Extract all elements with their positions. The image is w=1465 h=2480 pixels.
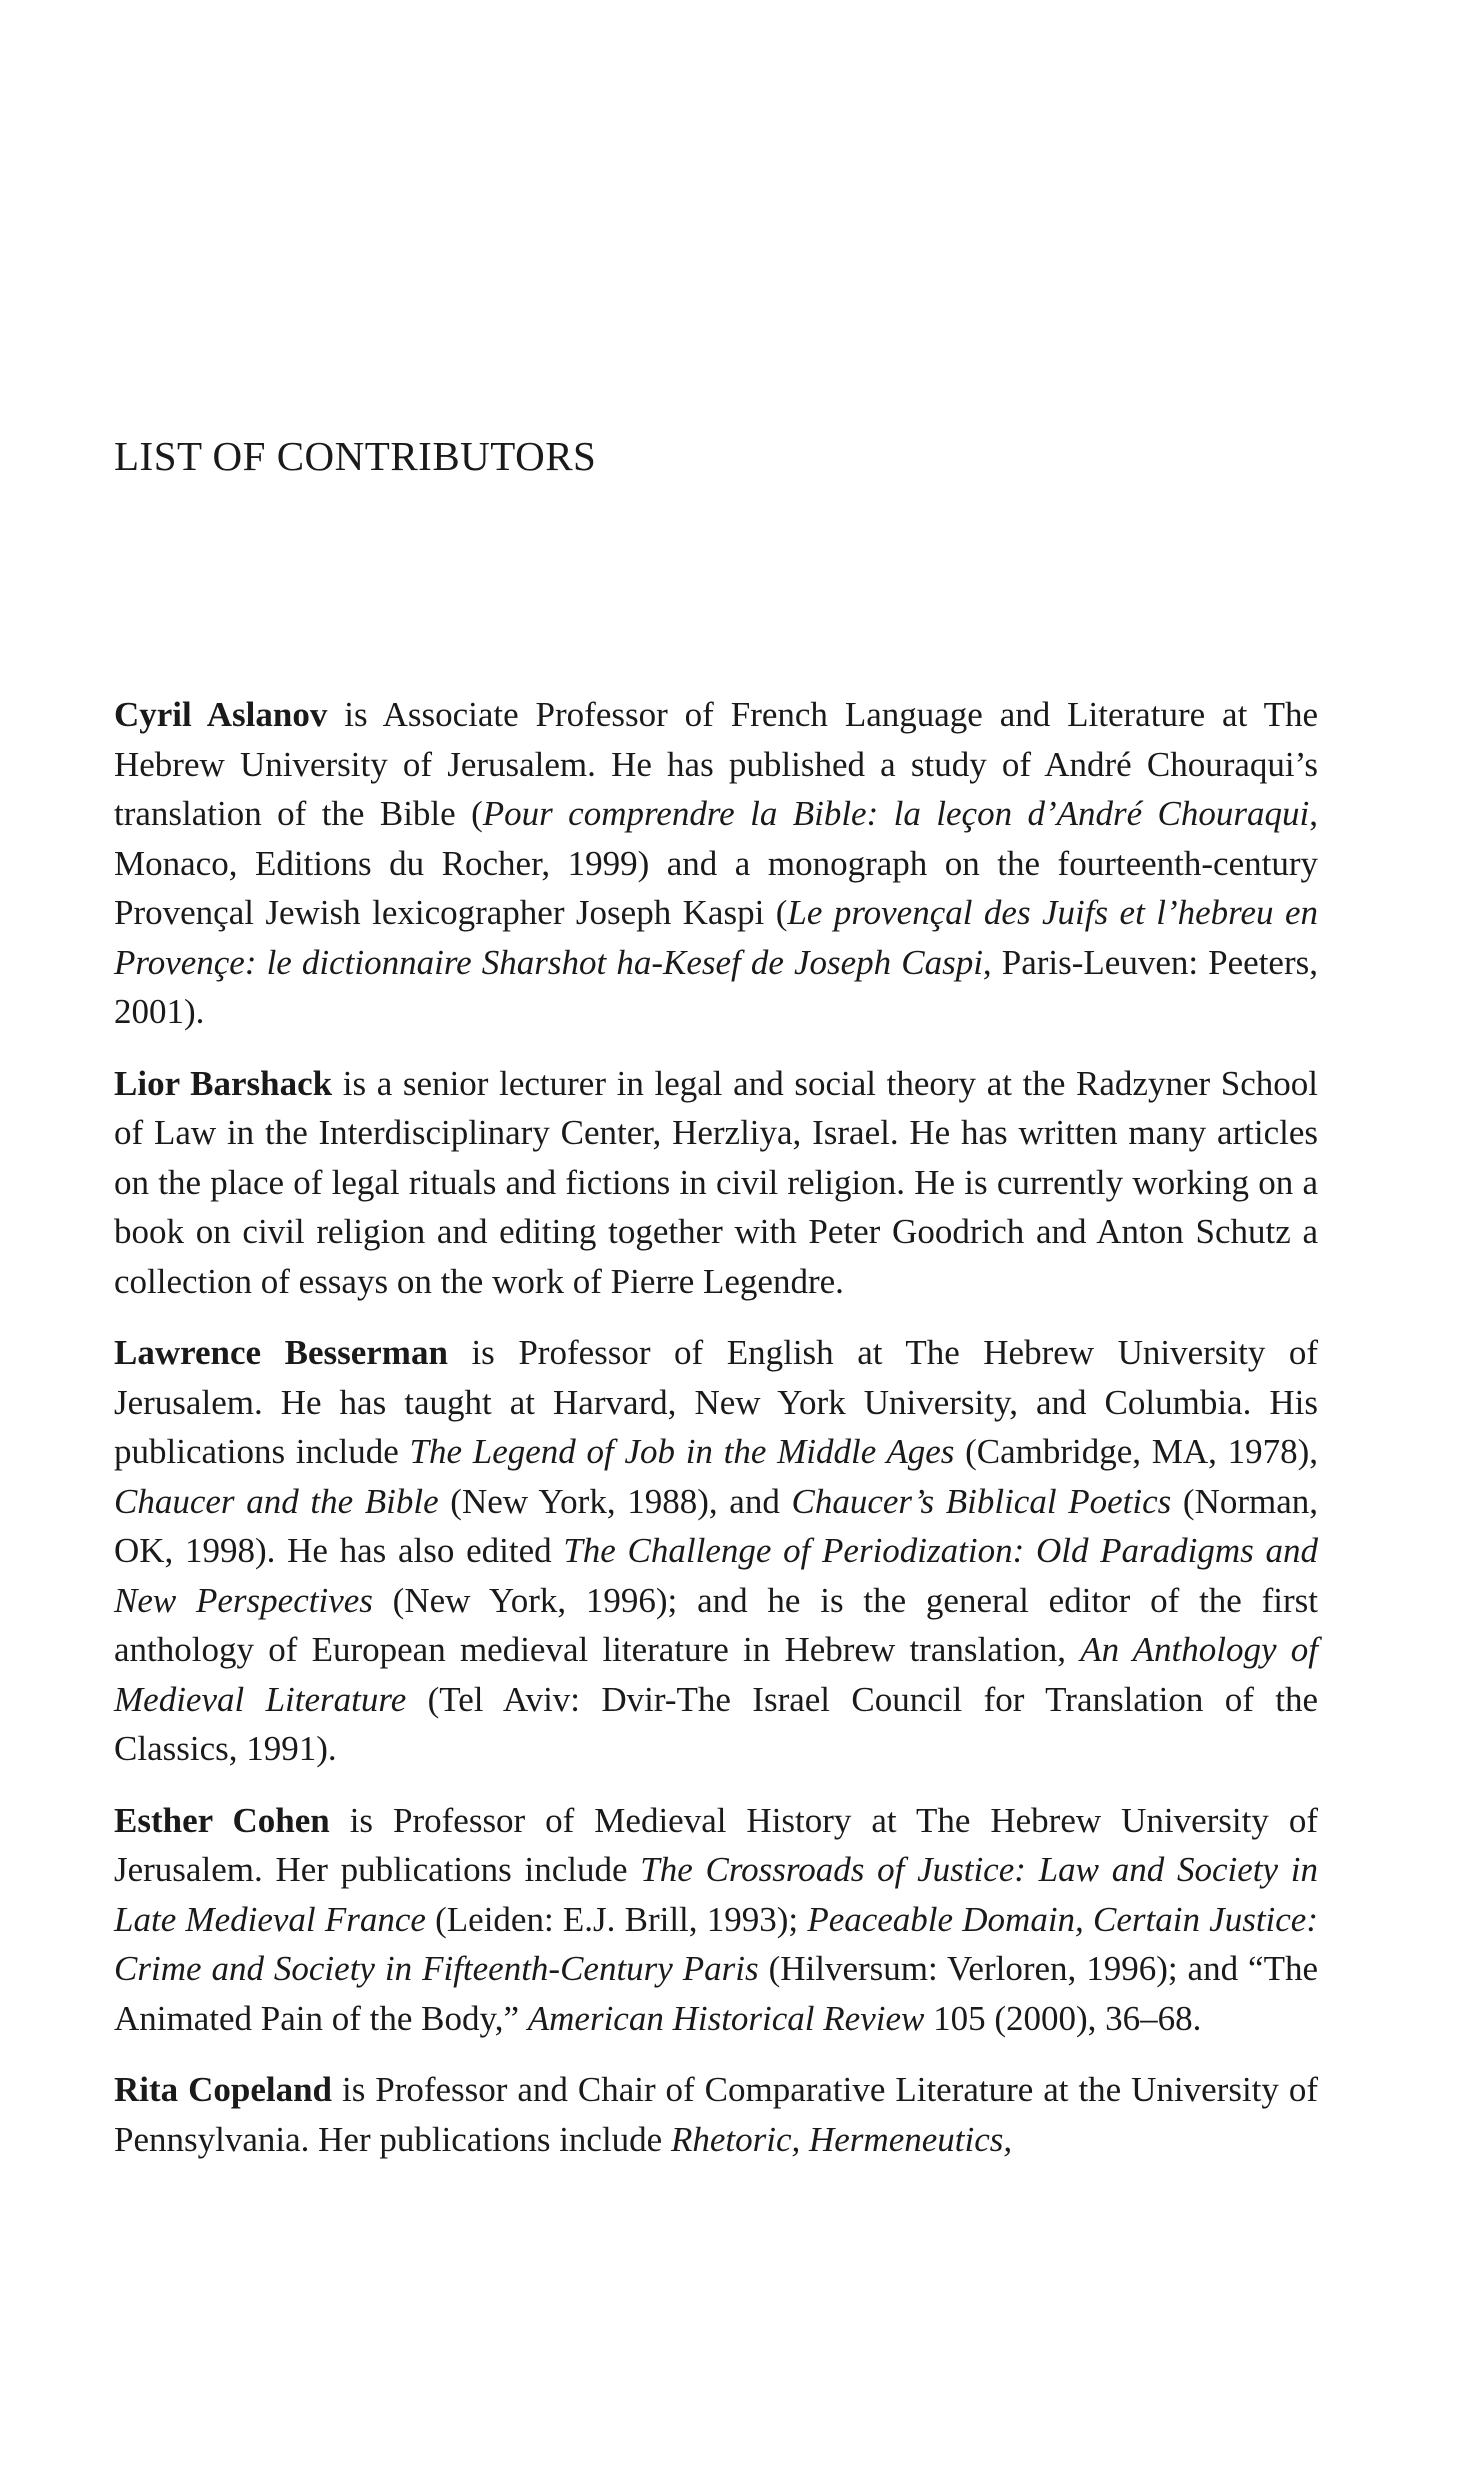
bio-text: is Professor of Medieval History at The Hebrew University of Jerusalem. Her publications include bbox=[114, 1800, 1318, 1889]
work-title: The Challenge of Periodization: Old Paradigms and New Perspectives bbox=[114, 1531, 1318, 1620]
contributor-name: Lawrence Besserman bbox=[114, 1333, 448, 1372]
bio-text: is a senior lecturer in legal and social theory at the Radzyner School of Law in the Interdisciplinary Center, Herzliya, Israel. He has written many articles on the place of legal rituals and fictions in civil religion. He is currently working on a book on civil religion and editing together with Peter Goodrich and Anton Schutz a collection of essays on the work of Pierre Legendre. bbox=[114, 1063, 1319, 1301]
work-title: The Crossroads of Justice: Law and Society in Late Medieval France bbox=[114, 1850, 1318, 1939]
contributor-entry bbox=[114, 1328, 1318, 1774]
bio-text: is Associate Professor of French Language and Literature at The Hebrew University of Jerusalem. He has published a study of André Chouraqui’s translation of the Bible ( bbox=[114, 695, 1318, 833]
bio-text: (Cambridge, MA, 1978), bbox=[954, 1432, 1318, 1471]
bio-text: (New York, 1988), and bbox=[438, 1481, 792, 1521]
bio-text: is Professor and Chair of Comparative Literature at the University of Pennsylvania. Her publications include bbox=[114, 2070, 1318, 2159]
bio-text: , Paris-Leuven: Peeters, 2001). bbox=[114, 942, 1318, 1031]
bio-text: (Tel Aviv: Dvir-The Israel Council for Translation of the Classics, 1991). bbox=[114, 1679, 1318, 1768]
work-title: Pour comprendre la Bible: la leçon d’André Chouraqui bbox=[482, 794, 1310, 833]
work-title: Le provençal des Juifs et l’hebreu en Provençe: le dictionnaire Sharshot ha-Kesef de Joseph Caspi bbox=[114, 893, 1318, 982]
work-title: Rhetoric, Hermeneutics, bbox=[670, 2119, 1013, 2159]
bio-text: , Monaco, Editions du Rocher, 1999) and a monograph on the fourteenth-century Provençal Jewish lexicographer Joseph Kaspi ( bbox=[114, 794, 1319, 932]
work-title: Chaucer and the Bible bbox=[114, 1481, 439, 1521]
contributor-entry bbox=[114, 2065, 1318, 2164]
contributor-name: Lior Barshack bbox=[114, 1063, 333, 1103]
work-title: American Historical Review bbox=[527, 1998, 925, 2038]
work-title: Peaceable Domain, Certain Justice: Crime and Society in Fifteenth-Century Paris bbox=[114, 1899, 1318, 1988]
bio-text: (New York, 1996); and he is the general editor of the first anthology of European medieval literature in Hebrew translation, bbox=[114, 1580, 1318, 1669]
bio-text: 105 (2000), 36–68. bbox=[924, 1998, 1202, 2038]
contributor-name: Rita Copeland bbox=[114, 2070, 333, 2109]
bio-text: (Hilversum: Verloren, 1996); and “The Animated Pain of the Body,” bbox=[114, 1949, 1318, 2038]
contributor-entry bbox=[114, 1059, 1318, 1307]
work-title: The Legend of Job in the Middle Ages bbox=[409, 1432, 955, 1471]
bio-text: (Leiden: E.J. Brill, 1993); bbox=[425, 1899, 808, 1939]
page-title: LIST OF CONTRIBUTORS bbox=[114, 433, 597, 479]
bio-text: is Professor of English at The Hebrew University of Jerusalem. He has taught at Harvard, New York University, and Columbia. His publications include bbox=[114, 1333, 1319, 1471]
bio-text: (Norman, OK, 1998). He has also edited bbox=[114, 1481, 1319, 1570]
contributor-name: Esther Cohen bbox=[114, 1800, 330, 1840]
contributor-name: Cyril Aslanov bbox=[114, 695, 328, 734]
work-title: Chaucer’s Biblical Poetics bbox=[791, 1481, 1172, 1521]
work-title: An Anthology of Medieval Literature bbox=[114, 1630, 1318, 1719]
contributor-entry bbox=[114, 1796, 1318, 2044]
contributor-entry bbox=[114, 690, 1318, 1037]
contributors-list bbox=[114, 690, 1318, 2186]
